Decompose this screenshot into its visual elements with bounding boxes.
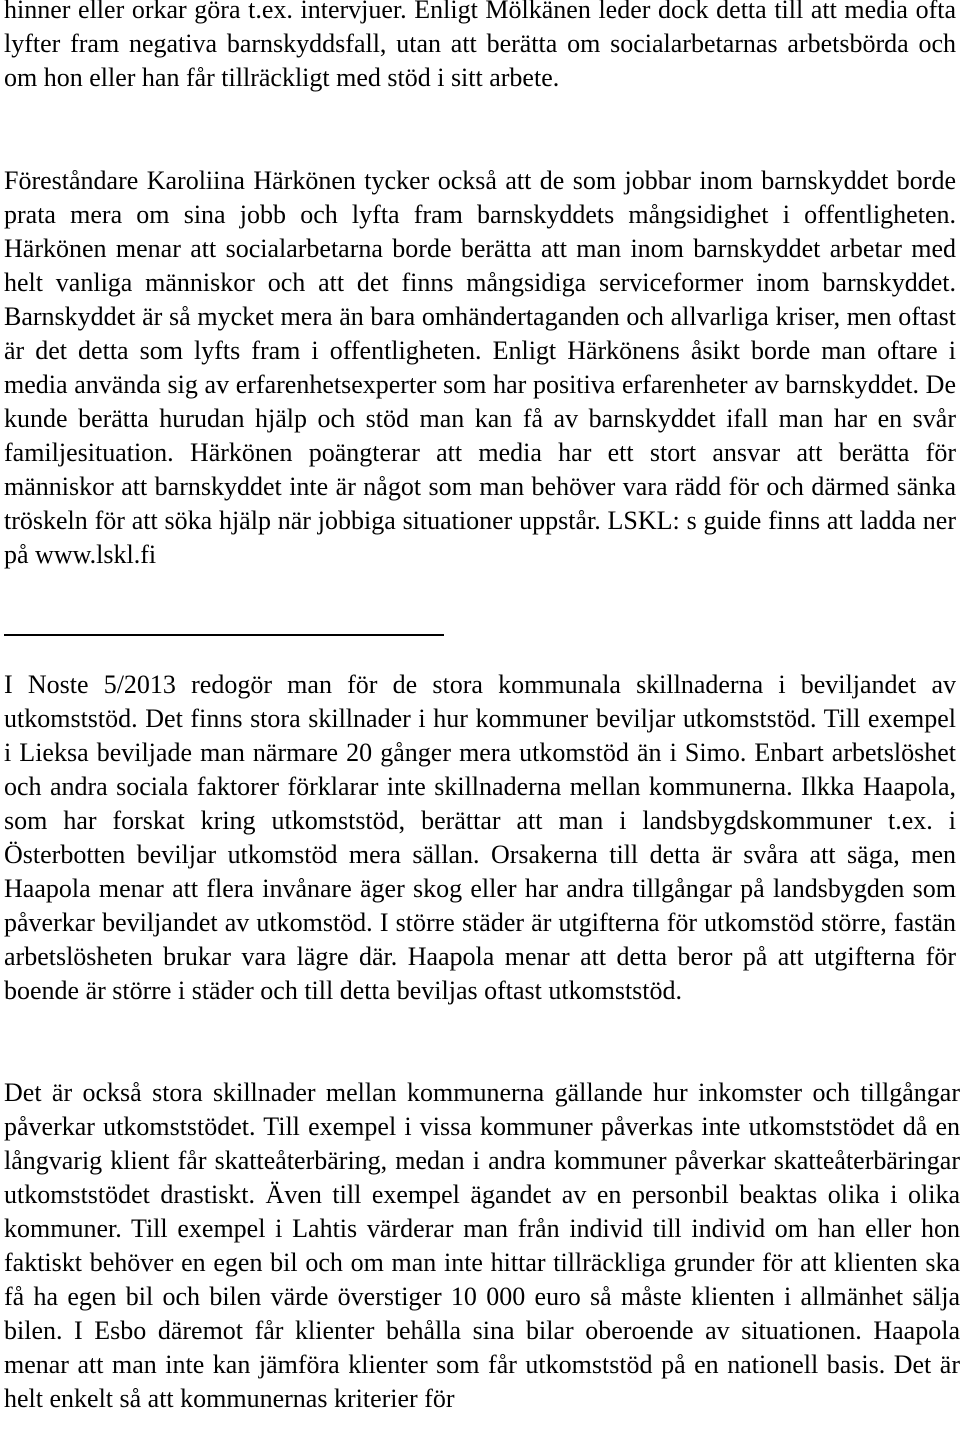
paragraph-municipal-differences: Det är också stora skillnader mellan kommunerna gällande hur inkomster och tillgångar påverkar utkomststödet. Till exempel i vissa kommuner påverkas inte utkomststödet då en långvarig klient får skatteåterbäring, medan i andra kommuner påverkar skatteåterbäringar utkomststödet drastiskt. Även till exempel ägandet av en personbil beaktas olika i olika kommuner. Till exempel i Lahtis värderar man från individ till individ om han eller hon faktiskt behöver en egen bil och om man inte hittar tillräckliga grunder för att klienten ska få ha egen bil och bilen värde överstiger 10 000 euro så måste klienten i allmänhet sälja bilen. I Esbo däremot får klienter behålla sina bilar oberoende av situationen. Haapola menar att man inte kan jämföra klienter som får utkomststöd på en nationell basis. Det är helt enkelt så att kommunernas kriterier för bbox=[4, 1078, 960, 1413]
paragraph-noste-utkomststod: I Noste 5/2013 redogör man för de stora kommunala skillnaderna i beviljandet av utkomststöd. Det finns stora skillnader i hur kommuner beviljar utkomststöd. Till exempel i Lieksa beviljade man närmare 20 gånger mera utkomstöd än i Simo. Enbart arbetslöshet och andra sociala faktorer förklarar inte skillnaderna mellan kommunerna. Ilkka Haapola, som har forskat kring utkomststöd, berättar att man i landsbygdskommuner t.ex. i Österbotten beviljar utkomstöd mera sällan. Orsakerna till detta är svåra att säga, men Haapola menar att flera invånare äger skog eller har andra tillgångar på landsbygden som påverkar beviljandet av utkomstöd. I större städer är utgifterna för utkomstöd större, fastän arbetslösheten brukar vara lägre där. Haapola menar att detta beror på att utgifterna för boende är större i städer och till detta beviljas oftast utkomststöd. bbox=[4, 670, 956, 1005]
section-divider bbox=[4, 634, 444, 636]
paragraph-harkonen-opinion: Föreståndare Karoliina Härkönen tycker också att de som jobbar inom barnskyddet borde prata mera om sina jobb och lyfta fram barnskyddets mångsidighet i offentligheten. Härkönen menar att socialarbetarna borde berätta att man inom barnskyddet arbetar med helt vanliga människor och att det finns mångsidiga serviceformer inom barnskyddet. Barnskyddet är så mycket mera än bara omhändertaganden och allvarliga kriser, men oftast är det detta som lyfts fram i offentligheten. Enligt Härkönens åsikt borde man oftare i media använda sig av erfarenhetsexperter som har positiva erfarenheter av barnskyddet. De kunde berätta hurudan hjälp och stöd man kan få av barnskyddet ifall man har en svår familjesituation. Härkönen poängterar att media har ett stort ansvar att berätta för människor att barnskyddet inte är något som man behöver vara rädd för och därmed sänka tröskeln för att söka hjälp när jobbiga situationer uppstår. LSKL: s guide finns att ladda ner på www.lskl.fi bbox=[4, 166, 956, 569]
paragraph-media-coverage: hinner eller orkar göra t.ex. intervjuer. Enligt Mölkänen leder dock detta till att media ofta lyfter fram negativa barnskyddsfall, utan att berätta om socialarbetarnas arbetsbörda och om hon eller han får tillräckligt med stöd i sitt arbete. bbox=[4, 0, 956, 92]
